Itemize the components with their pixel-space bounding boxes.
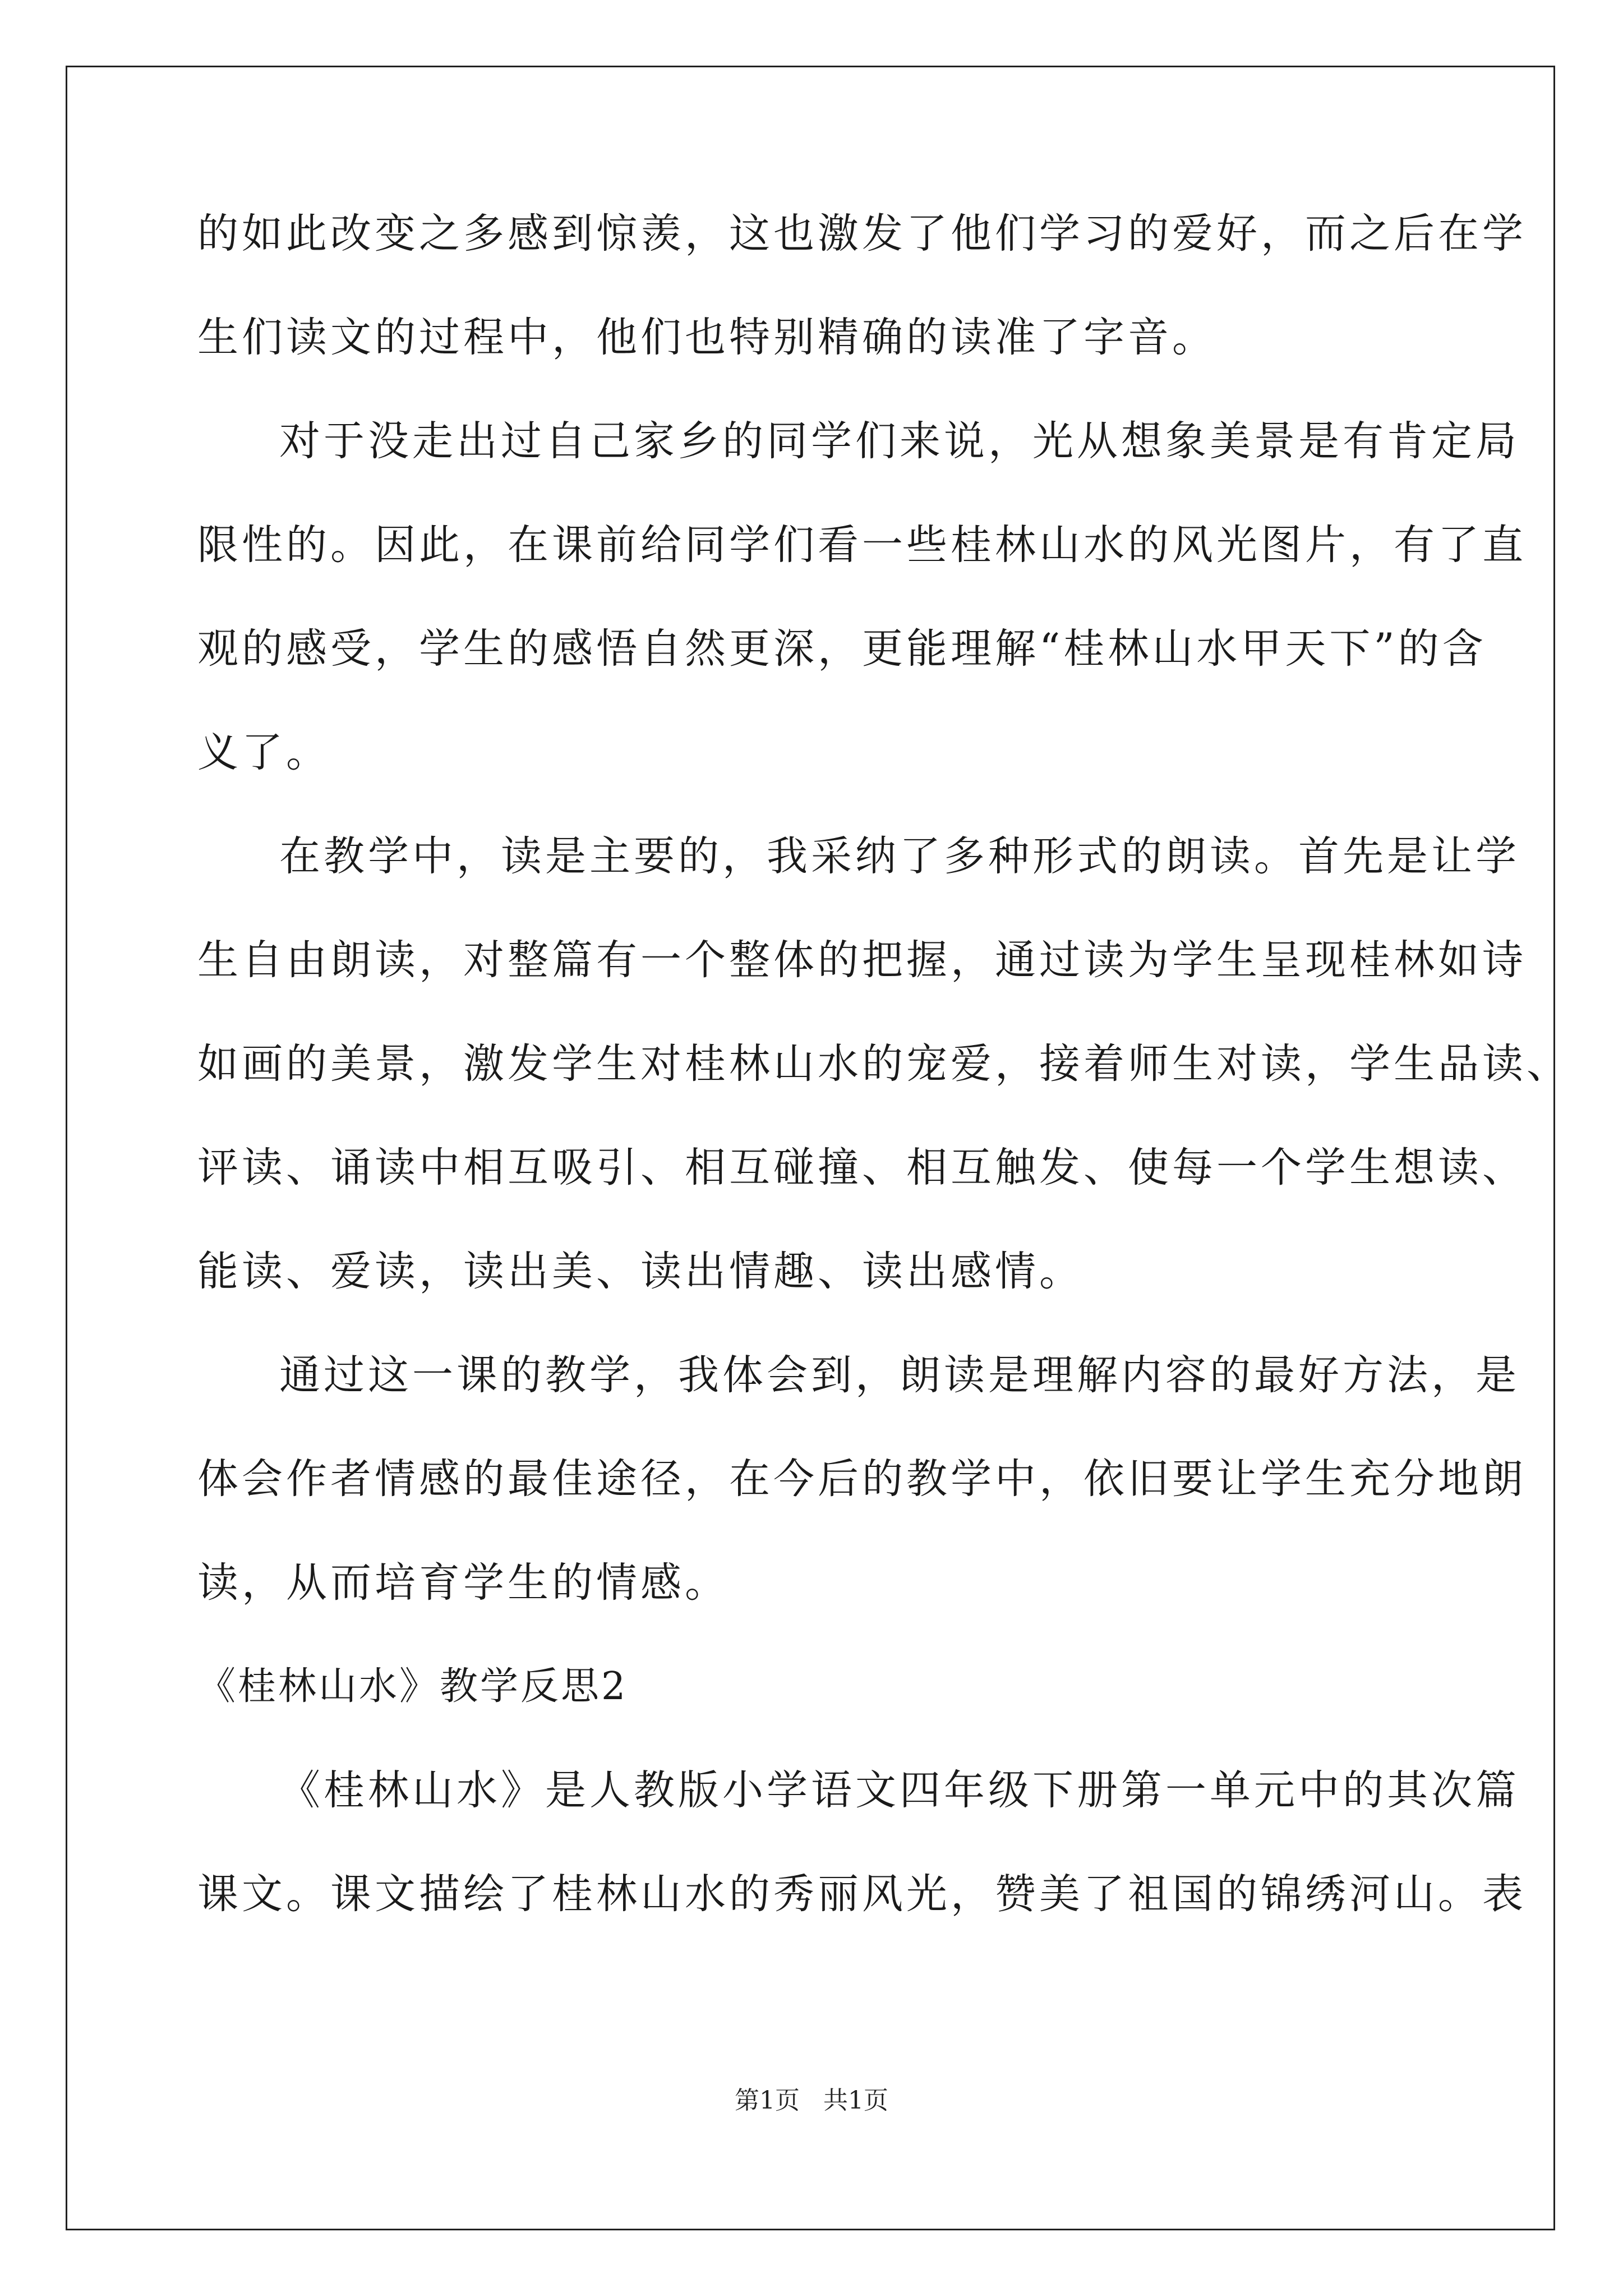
page-number: 第1页 — [735, 2086, 800, 2115]
paragraph-line: 能读、爱读，读出美、读出情趣、读出感情。 — [197, 1248, 1083, 1295]
paragraph-line: 的如此改变之多感到惊羡，这也激发了他们学习的爱好，而之后在学 — [197, 210, 1527, 257]
paragraph-line: 义了。 — [197, 729, 330, 776]
paragraph-line: 《桂林山水》是人教版小学语文四年级下册第一单元中的其次篇 — [279, 1766, 1520, 1814]
document-body — [197, 210, 1571, 1977]
paragraph-line: 对于没走出过自己家乡的同学们来说，光从想象美景是有肯定局 — [279, 417, 1520, 465]
paragraph-line: 生们读文的过程中，他们也特别精确的读准了字音。 — [197, 314, 1216, 361]
paragraph-line: 评读、诵读中相互吸引、相互碰撞、相互触发、使每一个学生想读、 — [197, 1144, 1527, 1191]
section-heading: 《桂林山水》教学反思2 — [197, 1664, 628, 1709]
paragraph-line: 读，从而培育学生的情感。 — [197, 1559, 729, 1607]
paragraph-line: 体会作者情感的最佳途径，在今后的教学中，依旧要让学生充分地朗 — [197, 1455, 1527, 1503]
paragraph-line: 如画的美景，激发学生对桂林山水的宠爱，接着师生对读，学生品读、 — [197, 1040, 1571, 1088]
paragraph-line: 生自由朗读，对整篇有一个整体的把握，通过读为学生呈现桂林如诗 — [197, 936, 1527, 984]
paragraph-line: 在教学中，读是主要的，我采纳了多种形式的朗读。首先是让学 — [279, 832, 1520, 880]
paragraph-line: 课文。课文描绘了桂林山水的秀丽风光，赞美了祖国的锦绣河山。表 — [197, 1870, 1527, 1918]
page-total: 共1页 — [823, 2086, 888, 2115]
page-footer — [0, 2087, 1623, 2115]
paragraph-line: 限性的。因此，在课前给同学们看一些桂林山水的风光图片，有了直 — [197, 521, 1527, 569]
paragraph-line: 通过这一课的教学，我体会到，朗读是理解内容的最好方法，是 — [279, 1351, 1520, 1399]
paragraph-line: 观的感受，学生的感悟自然更深，更能理解“桂林山水甲天下”的含 — [197, 625, 1487, 673]
